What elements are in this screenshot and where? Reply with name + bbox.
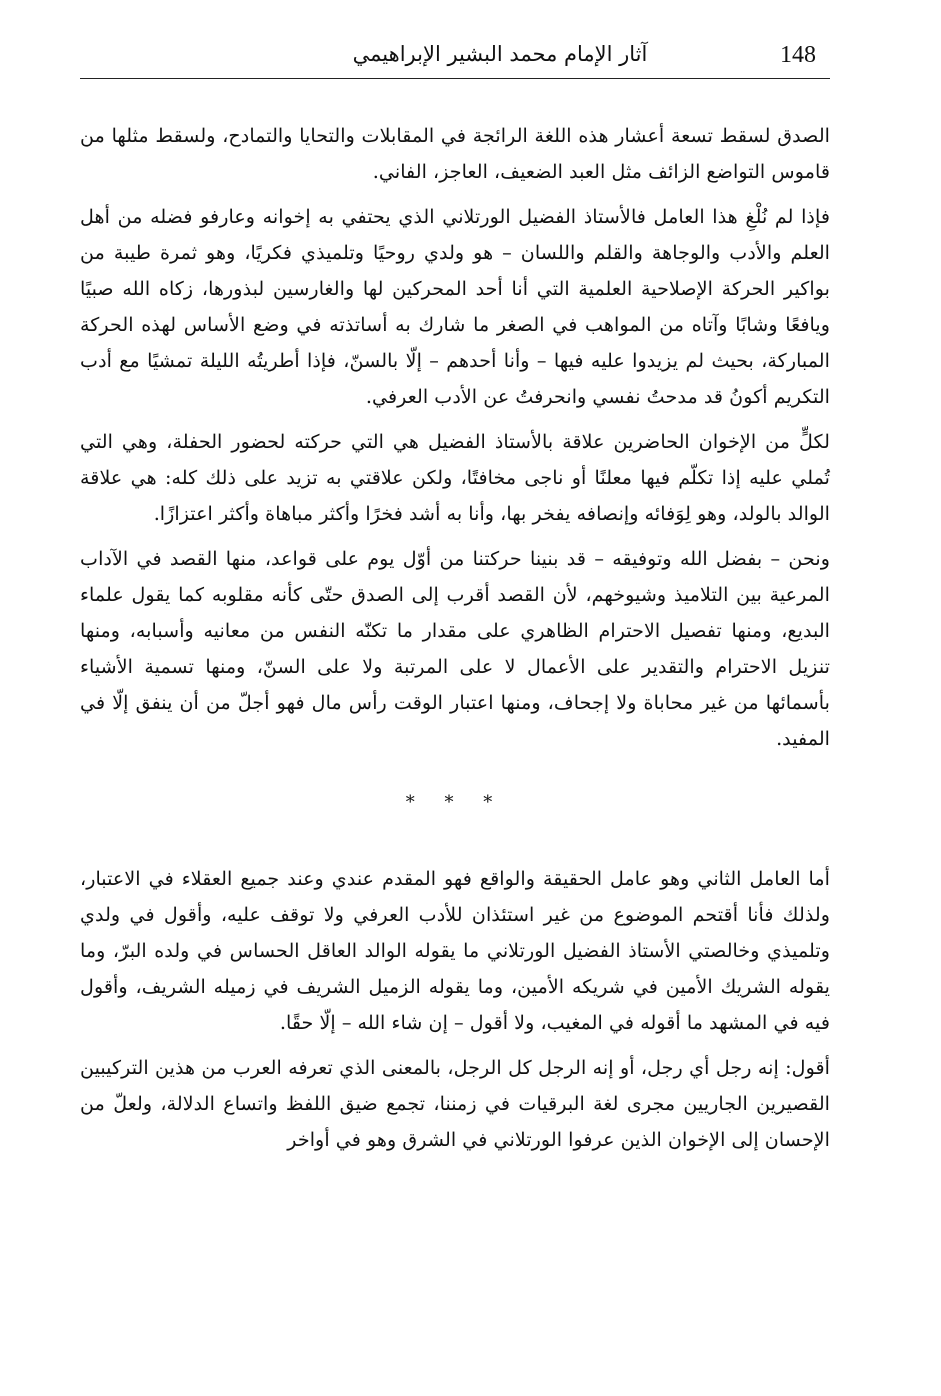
paragraph: ونحن – بفضل الله وتوفيقه – قد بنينا حركتنا من أوّل يوم على قواعد، منها القصد في الآداب المرعية بين التلاميذ وشيوخهم، لأن القصد أقرب إلى الصدق حتّى كأنه مقلوبه كما يقول علماء البديع، ومنها تفصيل الاحترام الظاهري على مقدار ما تكنّه النفس من معانيه وأسبابه، ومنها تنزيل الاحترام والتقدير على الأعمال لا على المرتبة ولا على السنّ، ومنها تسمية الأشياء بأسمائها من غير محاباة ولا إجحاف، ومنها اعتبار الوقت رأس مال فهو أجلّ من أن ينفق إلّا في المفيد. [80, 547, 830, 750]
page-number: 148 [780, 42, 816, 68]
page-body [80, 118, 830, 1167]
section-separator: * * * [405, 792, 505, 813]
paragraph: أما العامل الثاني وهو عامل الحقيقة والواقع فهو المقدم عندي وعند جميع العقلاء في الاعتبار، ولذلك فأنا أقتحم الموضوع من غير استئذان للأدب العرفي ولا توقف عليه، وأقول في ولدي وتلميذي وخالصتي الأستاذ الفضيل الورتلاني ما يقوله الوالد العاقل الحساس في ولده البرّ، وما يقوله الشريك الأمين في شريكه الأمين، وما يقوله الزميل الشريف في زميله الشريف، وأقول فيه في المشهد ما أقوله في المغيب، ولا أقول – إن شاء الله – إلّا حقًا. [80, 867, 830, 1034]
paragraph: الصدق لسقط تسعة أعشار هذه اللغة الرائجة في المقابلات والتحايا والتمادح، ولسقط مثلها من قاموس التواضع الزائف مثل العبد الضعيف، العاجز، الفاني. [80, 124, 830, 183]
running-title: آثار الإمام محمد البشير الإبراهيمي [352, 42, 648, 66]
paragraph: أقول: إنه رجل أي رجل، أو إنه الرجل كل الرجل، بالمعنى الذي تعرفه العرب من هذين التركيبين القصيرين الجاريين مجرى لغة البرقيات في زمننا، تجمع ضيق اللفظ واتساع الدلالة، ولعلّ من الإحسان إلى الإخوان الذين عرفوا الورتلاني في الشرق وهو في أواخر [80, 1056, 830, 1151]
header-divider [80, 78, 830, 79]
page-header [80, 30, 830, 80]
paragraph: لكلٍّ من الإخوان الحاضرين علاقة بالأستاذ الفضيل هي التي حركته لحضور الحفلة، وهي التي تُملي عليه إذا تكلّم فيها معلنًا أو ناجى مخافتًا، ولكن علاقتي به تزيد على ذلك كله: هي علاقة الوالد بالولد، وهو لِوَفائه وإنصافه يفخر بها، وأنا به أشد فخرًا وأكثر مباهاة وأكثر اعتزازًا. [80, 430, 830, 525]
paragraph: فإذا لم نُلْغِ هذا العامل فالأستاذ الفضيل الورتلاني الذي يحتفي به إخوانه وعارفو فضله من أهل العلم والأدب والوجاهة والقلم واللسان – هو ولدي روحيًا وتلميذي فكريًا، وهو ثمرة طيبة من بواكير الحركة الإصلاحية العلمية التي أنا أحد المحركين لها والغارسين لبذورها، زكاه الله صبيًا ويافعًا وشابًا وآتاه من المواهب في الصغر ما شارك به أساتذته في وضع الأساس لهذه الحركة المباركة، بحيث لم يزيدوا عليه فيها – وأنا أحدهم – إلّا بالسنّ، فإذا أطريتُه الليلة تمشيًا مع أدب التكريم أكونُ قد مدحتُ نفسي وانحرفتُ عن الأدب العرفي. [80, 205, 830, 408]
